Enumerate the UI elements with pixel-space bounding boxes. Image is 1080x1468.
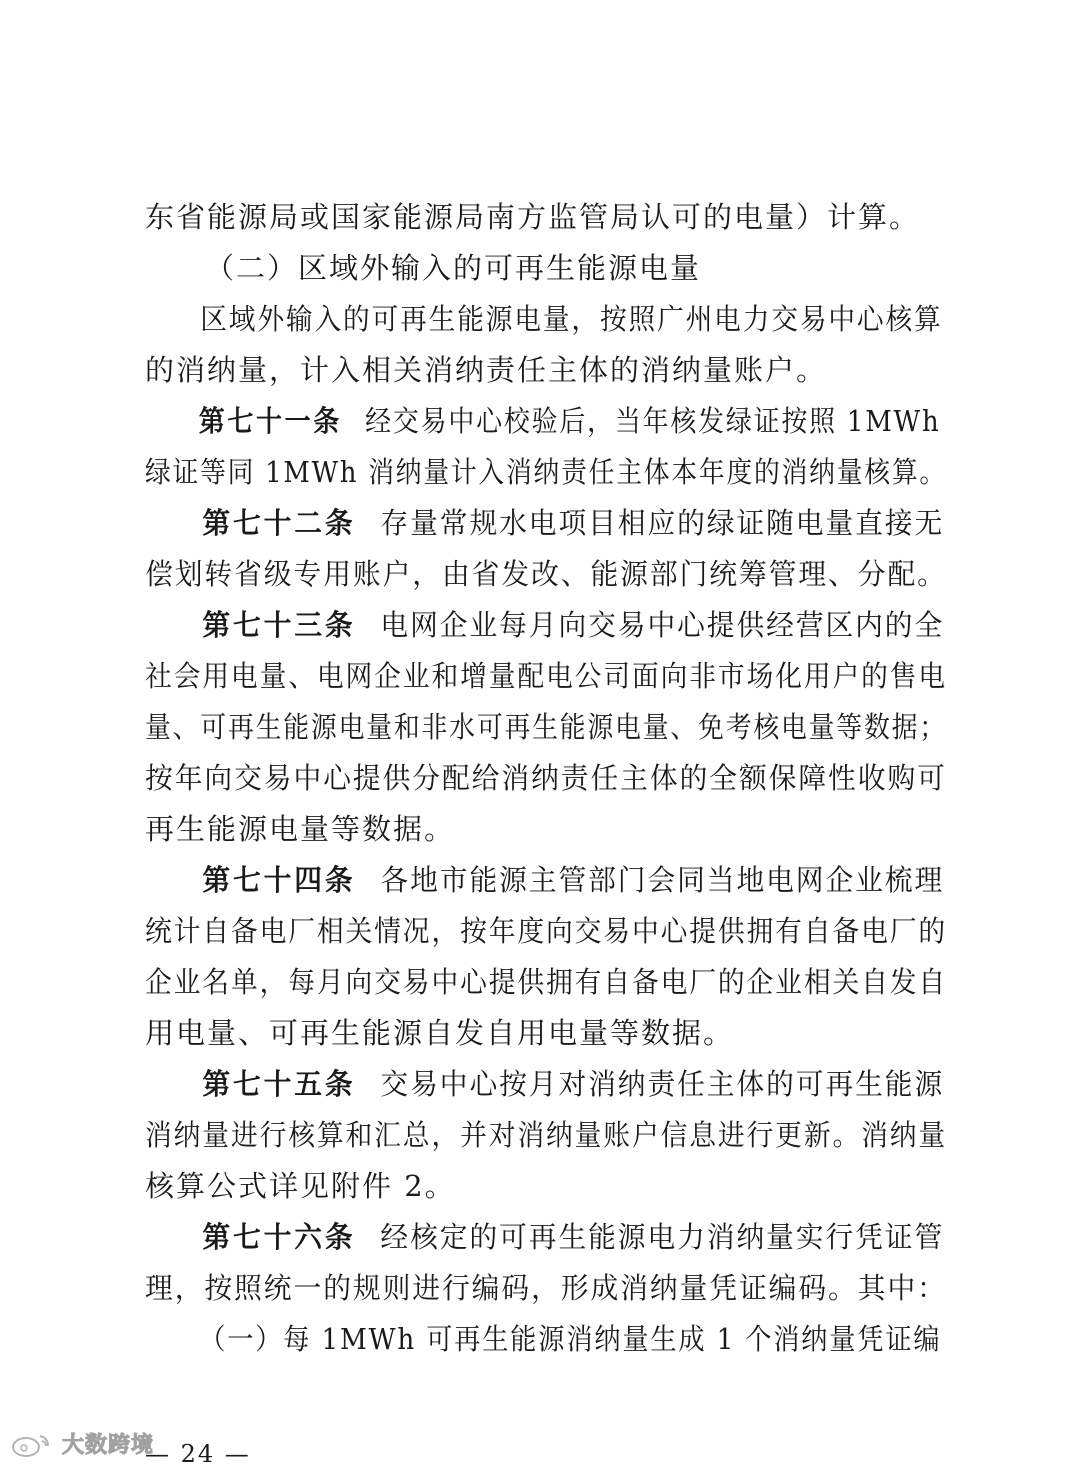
line-text: 用电量、可再生能源自发自用电量等数据。 xyxy=(145,1016,735,1050)
line-text: 企业名单，每月向交易中心提供拥有自备电厂的企业相关自发自 xyxy=(145,965,948,999)
line-text: 经核定的可再生能源电力消纳量实行凭证管 xyxy=(380,1220,945,1254)
text-line xyxy=(145,855,945,906)
line-text: 核算公式详见附件 2。 xyxy=(145,1169,456,1203)
line-text: 绿证等同 1MWh 消纳量计入消纳责任主体本年度的消纳量核算。 xyxy=(145,455,947,489)
line-text: 消纳量进行核算和汇总，并对消纳量账户信息进行更新。消纳量 xyxy=(145,1118,948,1152)
line-text: 存量常规水电项目相应的绿证随电量直接无 xyxy=(380,506,945,540)
text-line xyxy=(145,1212,945,1263)
document-body xyxy=(145,192,947,1365)
line-text: 交易中心按月对消纳责任主体的可再生能源 xyxy=(380,1067,945,1101)
watermark-text: 大数跨境 xyxy=(62,1433,155,1458)
line-text: （二）区域外输入的可再生能源电量 xyxy=(205,251,702,285)
article-heading: 第七十一条 xyxy=(198,404,342,438)
line-text: 社会用电量、电网企业和增量配电公司面向非市场化用户的售电 xyxy=(145,659,948,693)
text-line xyxy=(145,1110,948,1161)
text-line xyxy=(145,498,945,549)
line-text: （一）每 1MWh 可再生能源消纳量生成 1 个消纳量凭证编 xyxy=(199,1322,942,1356)
line-text: 的消纳量，计入相关消纳责任主体的消纳量账户。 xyxy=(145,353,828,387)
article-heading: 第七十四条 xyxy=(202,863,356,897)
text-line xyxy=(145,243,947,294)
text-line xyxy=(145,1263,947,1314)
text-line xyxy=(145,702,947,753)
article-heading: 第七十二条 xyxy=(202,506,356,540)
text-line xyxy=(145,1059,945,1110)
text-line xyxy=(145,753,947,804)
text-line xyxy=(145,600,945,651)
text-line xyxy=(145,804,947,855)
text-line xyxy=(145,294,943,345)
article-heading: 第七十六条 xyxy=(202,1220,356,1254)
text-line xyxy=(145,345,947,396)
text-line xyxy=(145,906,948,957)
line-text: 东省能源局或国家能源局南方监管局认可的电量）计算。 xyxy=(145,200,921,234)
line-text: 经交易中心校验后，当年核发绿证按照 1MWh xyxy=(365,404,941,438)
line-text: 理，按照统一的规则进行编码，形成消纳量凭证编码。其中： xyxy=(145,1271,947,1305)
line-text: 区域外输入的可再生能源电量，按照广州电力交易中心核算 xyxy=(200,302,943,336)
text-line xyxy=(145,651,948,702)
article-heading: 第七十三条 xyxy=(202,608,356,642)
text-line xyxy=(145,192,947,243)
text-line xyxy=(145,549,947,600)
line-text: 按年向交易中心提供分配给消纳责任主体的全额保障性收购可 xyxy=(145,761,947,795)
text-line xyxy=(145,957,948,1008)
line-text: 再生能源电量等数据。 xyxy=(145,812,456,846)
page-number: — 24 — xyxy=(145,1440,251,1468)
line-text: 电网企业每月向交易中心提供经营区内的全 xyxy=(380,608,945,642)
article-heading: 第七十五条 xyxy=(202,1067,356,1101)
text-line xyxy=(145,396,941,447)
watermark xyxy=(10,1428,154,1459)
text-line xyxy=(145,1008,947,1059)
line-text: 量、可再生能源电量和非水可再生能源电量、免考核电量等数据； xyxy=(145,710,947,744)
weibo-logo-icon xyxy=(10,1430,56,1458)
text-line xyxy=(145,447,947,498)
line-text: 各地市能源主管部门会同当地电网企业梳理 xyxy=(380,863,945,897)
line-text: 偿划转省级专用账户，由省发改、能源部门统筹管理、分配。 xyxy=(145,557,947,591)
line-text: 统计自备电厂相关情况，按年度向交易中心提供拥有自备电厂的 xyxy=(145,914,948,948)
text-line xyxy=(145,1161,947,1212)
text-line xyxy=(145,1314,942,1365)
